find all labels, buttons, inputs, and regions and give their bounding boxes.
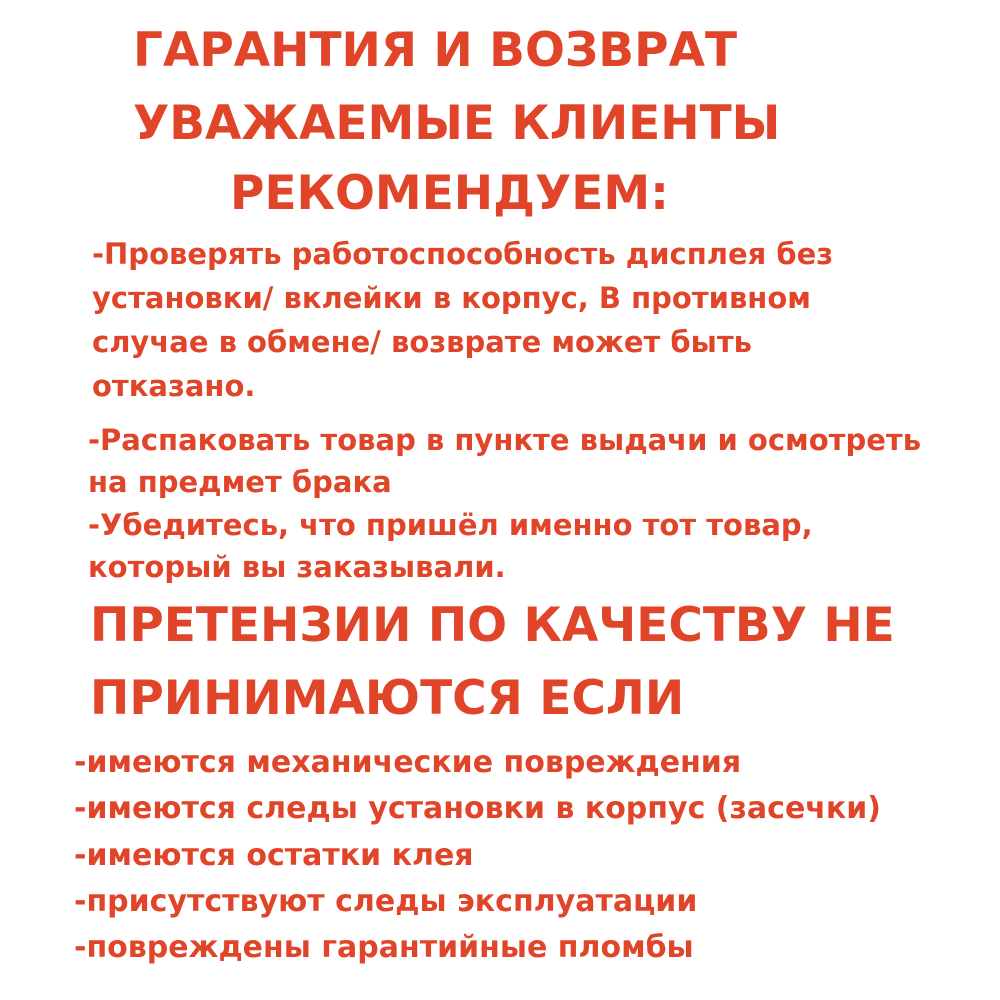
- claims-list-item: -повреждены гарантийные пломбы: [74, 930, 694, 965]
- recommendation-1-line-3: случае в обмене/ возврате может быть: [92, 325, 753, 359]
- claims-list-item: -имеются следы установки в корпус (засечки): [74, 791, 881, 826]
- recommendation-2-line-2: на предмет брака: [88, 465, 392, 499]
- recommendation-3-line-1: -Убедитесь, что пришёл именно тот товар,: [88, 508, 813, 542]
- heading-title: ГАРАНТИЯ И ВОЗВРАТ: [133, 23, 738, 78]
- heading-recommend: РЕКОМЕНДУЕМ:: [230, 166, 669, 221]
- recommendation-1-line-2: установки/ вклейки в корпус, В противном: [92, 281, 811, 315]
- recommendation-1-line-1: -Проверять работоспособность дисплея без: [92, 237, 834, 271]
- claims-list-item: -имеются остатки клея: [74, 838, 474, 873]
- claims-heading-line-2: ПРИНИМАЮТСЯ ЕСЛИ: [90, 671, 685, 726]
- claims-list-item: -имеются механические повреждения: [74, 745, 742, 780]
- heading-subtitle: УВАЖАЕМЫЕ КЛИЕНТЫ: [133, 96, 781, 151]
- recommendation-3-line-2: который вы заказывали.: [88, 550, 506, 584]
- claims-heading-line-1: ПРЕТЕНЗИИ ПО КАЧЕСТВУ НЕ: [90, 598, 895, 653]
- recommendation-2-line-1: -Распаковать товар в пункте выдачи и осмотреть: [88, 423, 922, 457]
- claims-list-item: -присутствуют следы эксплуатации: [74, 884, 698, 919]
- recommendation-1-line-4: отказано.: [92, 369, 256, 403]
